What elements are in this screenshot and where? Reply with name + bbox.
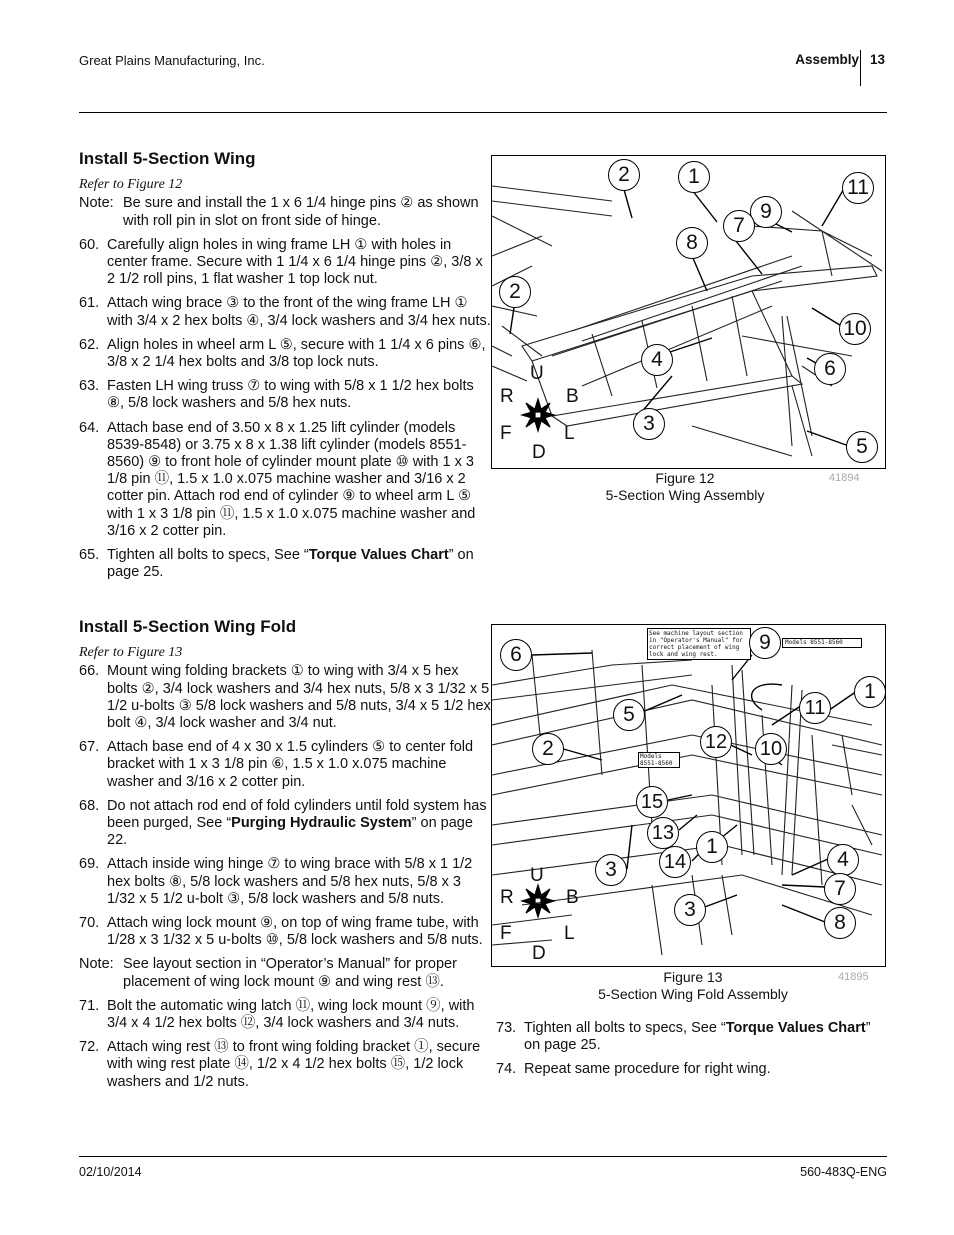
- compass-u: U: [530, 865, 544, 886]
- callout-10: 10: [755, 733, 787, 765]
- wing-frame-drawing: [492, 156, 885, 468]
- callout-5: 5: [846, 431, 878, 463]
- step-text: Attach inside wing hinge ⑦ to wing brace with 5/8 x 1 1/2 hex bolts ⑧, 5/8 lock washers and 5/8 hex nuts, 5/8 x 3 1/32 x 5 1/2 u-bolt ③, 5/8 lock washers and 5/8 nuts.: [107, 856, 473, 907]
- page-number: 13: [870, 52, 886, 67]
- callout-3: 3: [633, 408, 665, 440]
- step-number: 74.: [496, 1061, 517, 1078]
- footer-doc-number: 560-483Q-ENG: [800, 1165, 887, 1179]
- callout-8: 8: [824, 907, 856, 939]
- section-title: Assembly: [795, 52, 859, 67]
- compass-d: D: [532, 442, 546, 463]
- callout-9: 9: [750, 196, 782, 228]
- compass-l: L: [564, 923, 575, 944]
- step-number: 60.: [79, 236, 100, 253]
- step-number: 62.: [79, 336, 100, 353]
- compass-r: R: [500, 386, 514, 407]
- step-number: 72.: [79, 1039, 100, 1056]
- compass-b: B: [566, 887, 579, 908]
- step-text: Do not attach rod end of fold cylinders until fold system has been purged, See “Purging Hydraulic System” on page 22.: [107, 797, 487, 849]
- step-text: Attach base end of 3.50 x 8 x 1.25 lift cylinder (models 8539-8548) or 3.75 x 8 x 1.38 lift cylinder (models 8551-8560) ⑨ to front hole of cylinder mount plate ⑩ with 1 x 3 1/8 pin ⑪, 1.5 x 1.0 x.075 machine washer and 3/16 x 2 cotter pin. Attach rod end of cylinder ⑨ to wheel arm L ⑤ with 1 x 3 1/8 pin ⑪, 1.5 x 1.0 x.075 machine washer and 3/16 x 2 cotter pin.: [107, 419, 476, 539]
- step-74: [496, 1061, 886, 1078]
- step-number: 68.: [79, 797, 100, 814]
- step-text: Attach wing brace ③ to the front of the wing frame LH ① with 3/4 x 2 hex bolts ④, 3/4 lock washers and 3/4 hex nuts.: [107, 295, 491, 329]
- callout-3: 3: [595, 854, 627, 886]
- step-68: [79, 798, 491, 850]
- footer-rule: [79, 1156, 887, 1157]
- callout-8: 8: [676, 227, 708, 259]
- wing-section: [79, 150, 491, 588]
- step-70: [79, 915, 491, 949]
- header-rule: [79, 112, 887, 113]
- compass-f: F: [500, 423, 512, 444]
- step-number: 70.: [79, 915, 100, 932]
- step-text: Fasten LH wing truss ⑦ to wing with 5/8 x 1 1/2 hex bolts ⑧, 5/8 lock washers and 5/8 hex nuts.: [107, 378, 474, 412]
- callout-12: 12: [700, 726, 732, 758]
- fold-heading: Install 5-Section Wing Fold: [79, 617, 297, 636]
- callout-9: 9: [749, 627, 781, 659]
- step-number: 71.: [79, 997, 100, 1014]
- step-61: [79, 295, 491, 329]
- note-label: Note:: [79, 195, 114, 212]
- compass-r: R: [500, 887, 514, 908]
- figure-13-number: 41895: [838, 971, 869, 983]
- callout-4: 4: [827, 844, 859, 876]
- step-73: [496, 1020, 886, 1054]
- wing-heading: Install 5-Section Wing: [79, 149, 256, 168]
- step-69: [79, 856, 491, 908]
- callout-7: 7: [723, 210, 755, 242]
- wing-figure-ref: Refer to Figure 12: [79, 177, 183, 193]
- compass-l: L: [564, 423, 575, 444]
- step-60: [79, 237, 491, 289]
- step-text: Attach base end of 4 x 30 x 1.5 cylinders ⑤ to center fold bracket with 1 x 3 1/8 pin ⑥, 1.5 x 1.0 x.075 machine washer and 3/16 x 2 cotter pin.: [107, 739, 474, 790]
- fold-section-continued: [496, 1020, 886, 1086]
- footer-date: 02/10/2014: [79, 1165, 142, 1179]
- step-text: Align holes in wheel arm L ⑤, secure with 1 1/4 x 6 pins ⑥, 3/8 x 2 1/4 hex bolts and 3/8 top lock nuts.: [107, 336, 486, 371]
- step-text: Tighten all bolts to specs, See “Torque Values Chart” on page 25.: [524, 1020, 871, 1054]
- callout-5: 5: [613, 699, 645, 731]
- callout-2: 2: [608, 159, 640, 191]
- step-63: [79, 378, 491, 412]
- step-67: [79, 739, 491, 791]
- callout-3b: 3: [674, 894, 706, 926]
- step-number: 65.: [79, 547, 100, 564]
- callout-2b: 2: [499, 276, 531, 308]
- figure-12-drawing: [491, 155, 886, 469]
- company-name: Great Plains Manufacturing, Inc.: [79, 53, 265, 68]
- direction-compass-13: [522, 885, 554, 917]
- step-text: Carefully align holes in wing frame LH ① with holes in center frame. Secure with 1 1/4 x 6 1/4 hinge pins ②, 3/8 x 2 1/2 roll pins, 1 flat washer 1 top lock nut.: [107, 236, 483, 288]
- figure-12-number: 41894: [829, 472, 860, 484]
- figure-13-label: Figure 13: [663, 969, 723, 985]
- figure-13-caption: [563, 969, 823, 1003]
- step-72: [79, 1039, 491, 1091]
- callout-13: 13: [647, 817, 679, 849]
- models-label-b: Models 8551-8560: [638, 752, 680, 768]
- step-62: [79, 337, 491, 371]
- figure-13-drawing: [491, 624, 886, 967]
- torque-chart-link[interactable]: Torque Values Chart: [308, 547, 449, 564]
- torque-chart-link-2[interactable]: Torque Values Chart: [725, 1020, 866, 1036]
- callout-1b: 1: [696, 831, 728, 863]
- callout-1: 1: [678, 161, 710, 193]
- callout-6: 6: [814, 353, 846, 385]
- wing-note: [79, 195, 491, 229]
- direction-compass: [522, 399, 554, 431]
- figure-12-caption: [560, 470, 810, 504]
- step-number: 73.: [496, 1020, 517, 1036]
- fold-note: [79, 956, 491, 990]
- header-divider: [860, 50, 861, 86]
- step-number: 69.: [79, 856, 100, 873]
- fold-section: [79, 618, 491, 1098]
- callout-4: 4: [641, 344, 673, 376]
- step-text: Attach wing rest ⑬ to front wing folding bracket ①, secure with wing rest plate ⑭, 1/2 x 4 1/2 hex bolts ⑮, 1/2 lock washers and 1/2 nuts.: [107, 1039, 481, 1090]
- note-label: Note:: [79, 956, 114, 973]
- fold-figure-ref: Refer to Figure 13: [79, 645, 183, 661]
- callout-1: 1: [854, 676, 886, 708]
- step-text: Attach wing lock mount ⑨, on top of wing frame tube, with 1/28 x 3 1/32 x 5 u-bolts ⑩, 5/8 lock washers and 5/8 nuts.: [107, 915, 483, 949]
- step-text: Tighten all bolts to specs, See “Torque Values Chart” on page 25.: [107, 547, 474, 581]
- step-71: [79, 998, 491, 1032]
- callout-11: 11: [842, 172, 874, 204]
- step-number: 61.: [79, 295, 100, 312]
- compass-b: B: [566, 386, 579, 407]
- step-text: Mount wing folding brackets ① to wing with 3/4 x 5 hex bolts ②, 3/4 lock washers and 3/4 hex nuts, 5/8 x 3 1/32 x 5 1/2 u-bolts ③ 5/8 lock washers and 5/8 nuts, 3/4 x 5 1/2 hex bolt ④, 3/4 lock washer and 3/4 nut.: [107, 663, 491, 732]
- step-66: [79, 663, 491, 732]
- callout-6: 6: [500, 639, 532, 671]
- note-text: Be sure and install the 1 x 6 1/4 hinge pins ② as shown with roll pin in slot on front side of hinge.: [123, 195, 479, 229]
- compass-u: U: [530, 363, 544, 384]
- callout-7: 7: [824, 873, 856, 905]
- step-text: Bolt the automatic wing latch ⑪, wing lock mount ⑨, with 3/4 x 4 1/2 hex bolts ⑫, 3/4 lock washers and 3/4 nuts.: [107, 997, 475, 1032]
- step-text: Repeat same procedure for right wing.: [524, 1061, 771, 1078]
- step-number: 67.: [79, 739, 100, 756]
- callout-10: 10: [839, 313, 871, 345]
- compass-d: D: [532, 943, 546, 964]
- models-label-a: Models 8551-8560: [782, 638, 862, 648]
- figure-12-title: 5-Section Wing Assembly: [605, 487, 765, 503]
- compass-f: F: [500, 923, 512, 944]
- figure-13-title: 5-Section Wing Fold Assembly: [598, 986, 788, 1002]
- figure-12-label: Figure 12: [655, 470, 715, 486]
- callout-14: 14: [659, 846, 691, 878]
- step-65: [79, 547, 491, 581]
- step-number: 63.: [79, 378, 100, 395]
- step-number: 64.: [79, 419, 100, 436]
- step-number: 66.: [79, 663, 100, 680]
- callout-15: 15: [636, 786, 668, 818]
- layout-note-box: See machine layout section in "Operator's Manual" for correct placement of wing lock and wing rest.: [647, 628, 751, 660]
- callout-2: 2: [532, 733, 564, 765]
- callout-11: 11: [799, 692, 831, 724]
- purging-link[interactable]: Purging Hydraulic System: [231, 815, 412, 832]
- step-64: [79, 420, 491, 540]
- note-text: See layout section in “Operator’s Manual” for proper placement of wing lock mount ⑨ and wing rest ⑬.: [123, 956, 457, 990]
